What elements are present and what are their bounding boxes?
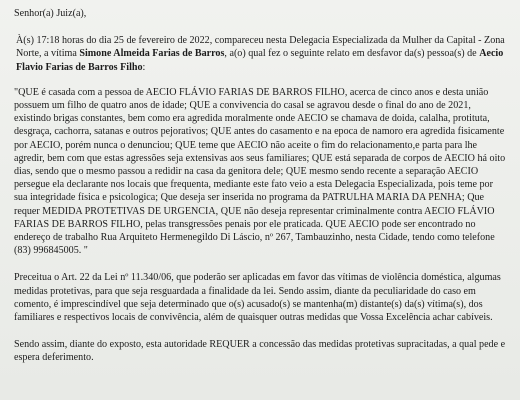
closing-paragraph: Sendo assim, diante do exposto, esta autoridade REQUER a concessão das medidas protetivas supracitadas, a qual pede e espera deferimento. [14,339,506,364]
salutation: Senhor(a) Juiz(a), [14,8,87,19]
intro-text-part1: À(s) 17:18 horas do dia 25 de fevereiro de 2022, compareceu nesta Delegacia Especializada da Mulher da Capital - Zona Norte, a vítima [16,35,505,60]
intro-paragraph [14,34,506,74]
accused-name: Aecio Flavio Farias de Barros Filho [16,48,504,73]
victim-name: Simone Almeida Farias de Barros [79,48,225,60]
intro-text-part2: , a(o) qual fez o seguinte relato em desfavor da(s) pessoa(s) de [224,48,480,60]
victim-statement: "QUE é casada com a pessoa de AECIO FLÁVIO FARIAS DE BARROS FILHO, acerca de cinco anos e desta união possuem um filho de quatro anos de idade; QUE a convivencia do casal se agravou desde o final do ano de 2021, existindo brigas constantes, bem como era agredida moralmente onde AECIO se chamava de doida, calalha, protituta, desgraça, cachorra, satanas e outros pejorativos; QUE antes do casamento e na epoca de namoro era agredida fisicamente por AECIO, porém nunca o denunciou; QUE teme que AECIO não aceite o fim do relacionamento,e parta para lhe agredir, bem com que estas agressões seja extensivas aos seus familiares; QUE está separada de corpos de AECIO há oito dias, sendo que o mesmo passou a redidir na casa da genitora dele; QUE mesmo sendo recente a separação AECIO persegue ela declarante nos locais que frequenta, mediante este fato veio a esta Delegacia Especializada, pois teme por sua integridade física e psicologica; Que deseja ser inserida no programa da PATRULHA MARIA DA PENHA; Que requer MEDIDA PROTETIVAS DE URGENCIA, QUE não deseja representar criminalmente contra AECIO FLÁVIO FARIAS DE BARROS FILHO, pelas transgressões penais por ele praticada. QUE AECIO pode ser encontrado no endereço de trabalho Rua Arquiteto Hermenegildo Di Láscio, nº 267, Tambauzinho, nesta Cidade, tendo como telefone (83) 996845005. " [14,86,506,257]
intro-text-part3: : [142,61,146,73]
legal-basis-paragraph: Preceitua o Art. 22 da Lei nº 11.340/06, que poderão ser aplicadas em favor das vítimas de violência doméstica, algumas medidas protetivas, para que seja resguardada a finalidade da lei. Sendo assim, diante da peculiaridade do caso em comento, é imprescindível que seja determinado que o(s) acusado(s) se mantenha(m) distante(s) da(s) vítima(s), dos familiares e respectivos locais de convivência, além de quaisquer outras medidas que Vossa Excelência achar cabíveis. [14,272,501,324]
